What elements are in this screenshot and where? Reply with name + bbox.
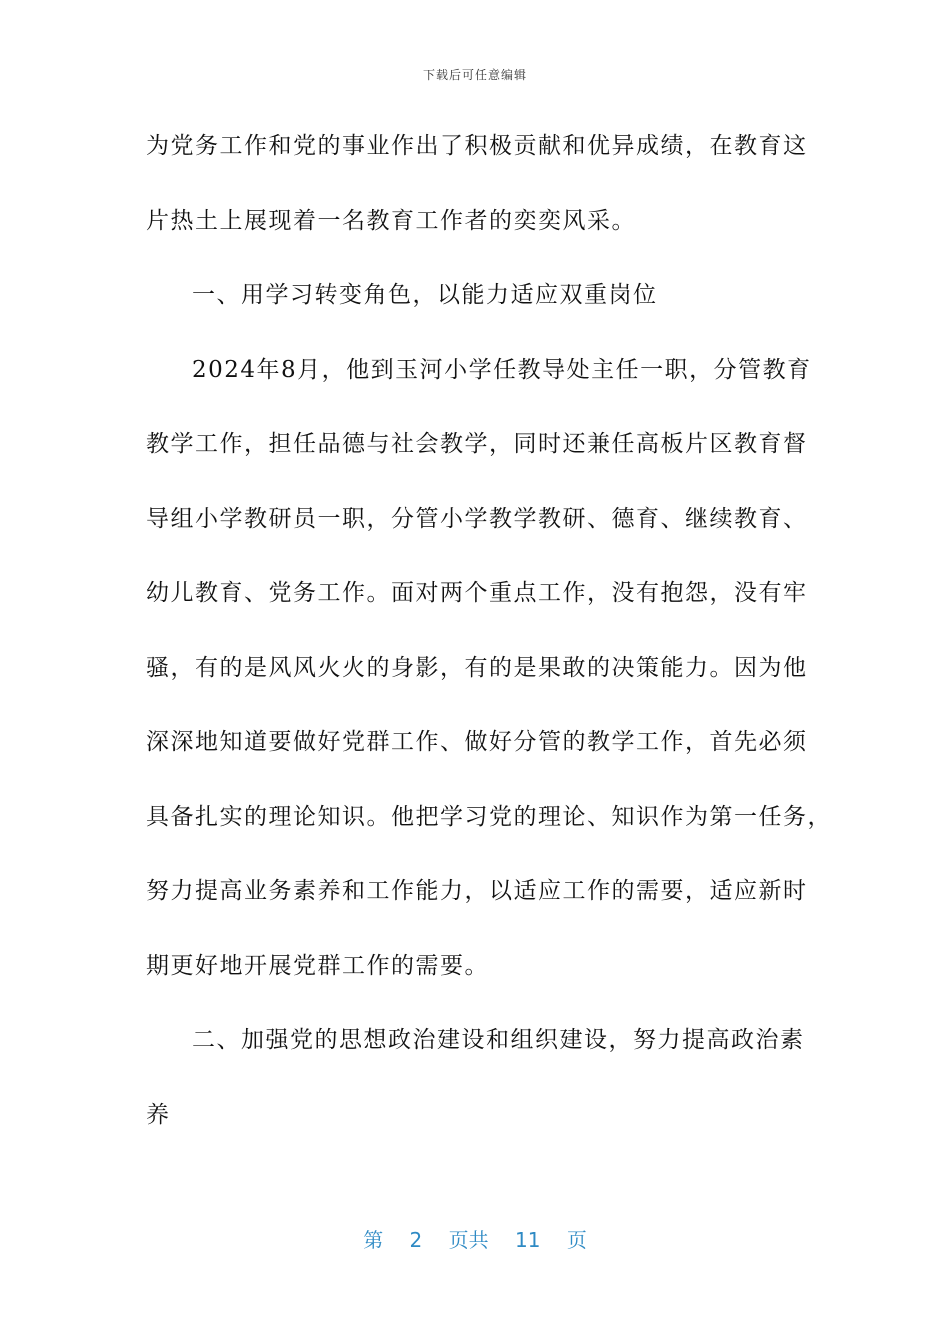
paragraph-line: 深深地知道要做好党群工作、做好分管的教学工作，首先必须 (146, 729, 808, 755)
page-header-note: 下载后可任意编辑 (422, 68, 527, 82)
paragraph-line: 片热土上展现着一名教育工作者的奕奕风采。 (146, 207, 636, 234)
paragraph-line: 幼儿教育、党务工作。面对两个重点工作，没有抱怨，没有牢 (146, 580, 808, 606)
footer-prefix: 第 (363, 1228, 384, 1252)
document-body (146, 122, 832, 1165)
paragraph-line: 教学工作，担任品德与社会教学，同时还兼任高板片区教育督 (146, 431, 808, 457)
footer-middle: 页共 (448, 1228, 489, 1252)
paragraph-line: 努力提高业务素养和工作能力，以适应工作的需要，适应新时 (146, 878, 808, 904)
paragraph-line: 导组小学教研员一职，分管小学教学教研、德育、继续教育、 (146, 505, 808, 532)
paragraph-line: 养 (146, 1101, 171, 1128)
footer-suffix: 页 (566, 1228, 587, 1252)
section-heading-2: 二、加强党的思想政治建设和组织建设，努力提高政治素 (192, 1027, 805, 1053)
footer-total-pages: 11 (515, 1228, 541, 1252)
paragraph-line: 为党务工作和党的事业作出了积极贡献和优异成绩，在教育这 (146, 133, 808, 159)
page-footer (0, 1224, 950, 1253)
paragraph-line: 2024年8月，他到玉河小学任教导处主任一职，分管教育 (192, 356, 812, 383)
paragraph-line: 期更好地开展党群工作的需要。 (146, 952, 489, 979)
footer-page-number: 2 (409, 1228, 423, 1252)
section-heading-1: 一、用学习转变角色，以能力适应双重岗位 (192, 282, 658, 308)
paragraph-line: 骚，有的是风风火火的身影，有的是果敢的决策能力。因为他 (146, 654, 808, 681)
paragraph-line: 具备扎实的理论知识。他把学习党的理论、知识作为第一任务， (146, 803, 832, 830)
